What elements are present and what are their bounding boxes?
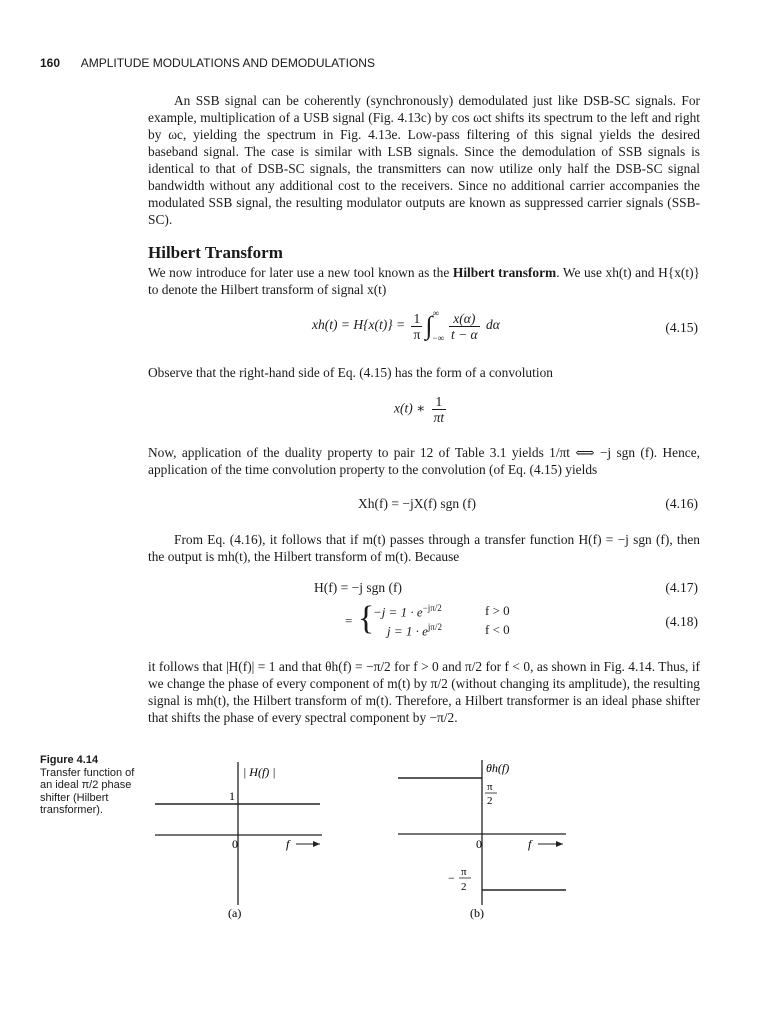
figure-caption-text: Transfer function of an ideal π/2 phase shifter (Hilbert transformer). <box>40 766 135 816</box>
integral-sign: ∫ <box>425 311 433 340</box>
eq418-row2-cond: f < 0 <box>485 622 510 637</box>
equation-convolution <box>394 394 449 425</box>
plot-a-arrow-head <box>313 841 320 847</box>
paragraph-ssb-demodulation: An SSB signal can be coherently (synchronously) demodulated just like DSB-SC signals. For example, multiplication of a USB signal (Fig. 4.13c) by cos ωct shifts its spectrum to the left and right by ωc, yielding the spectrum in Fig. 4.13e. Low-pass filtering of this signal yields the desired baseband signal. The case is similar with LSB signals. Since the demodulation of SSB signals is identical to that of DSB-SC signals, the transmitters can now utilize only half the DSB-SC signal bandwidth without any additional cost to the receivers. Since no additional carrier accompanies the modulated SSB signal, the resulting modulator outputs are known as suppressed carrier signals (SSB-SC). <box>148 93 700 227</box>
plot-b-pos-den: 2 <box>487 795 493 807</box>
plot-b-neg-sign: − <box>448 871 455 885</box>
hilbert-intro-b: . We use xh(t) and H{x(t)} to denote the Hilbert transform of signal x(t) <box>148 265 700 297</box>
eq415-integrand-num: x(α) <box>449 311 480 327</box>
equation-number-4-18: (4.18) <box>665 614 698 629</box>
figure-caption <box>40 754 140 817</box>
eq415-lhs: xh(t) = H{x(t)} = <box>312 317 409 333</box>
upper-limit: ∞ <box>432 308 439 318</box>
conv-frac <box>432 394 447 425</box>
running-title: AMPLITUDE MODULATIONS AND DEMODULATIONS <box>80 56 375 70</box>
plot-b-neg-num: π <box>461 866 467 878</box>
eq415-frac <box>411 311 422 342</box>
plot-a-sublabel: (a) <box>228 906 242 920</box>
plot-a-level-label: 1 <box>229 789 235 803</box>
eq418-brace: { <box>358 600 375 637</box>
equation-number-4-17: (4.17) <box>665 580 698 595</box>
page-number: 160 <box>40 56 61 70</box>
eq415-tail: dα <box>482 317 500 333</box>
paragraph-duality: Now, application of the duality property to pair 12 of Table 3.1 yields 1/πt ⟺ −j sgn (f). Hence, application of the time convolution property to the convolution (of Eq. (4.15) yields <box>148 445 700 477</box>
running-header <box>40 56 375 70</box>
conv-lhs: x(t) ∗ <box>394 400 429 416</box>
integral-limits <box>432 308 444 344</box>
lower-limit: −∞ <box>432 333 444 343</box>
hilbert-intro-a: We now introduce for later use a new tool known as the <box>148 265 453 280</box>
plot-b-origin: 0 <box>476 837 482 851</box>
equation-4-15 <box>312 308 500 344</box>
equation-4-17: H(f) = −j sgn (f) <box>314 580 402 595</box>
eq418-row2-text: j = 1 · e <box>387 623 428 639</box>
eq415-frac-den: π <box>413 326 421 342</box>
plot-a-origin: 0 <box>232 837 238 851</box>
eq415-integrand-den: t − α <box>450 326 478 342</box>
plot-b-neg-den: 2 <box>461 881 467 893</box>
paragraph-transfer-function: From Eq. (4.16), it follows that if m(t) passes through a transfer function H(f) = −j sgn (f), then the output is mh(t), the Hilbert transform of m(t). Because <box>148 532 700 564</box>
conv-den: πt <box>433 410 445 425</box>
plot-b-ylabel: θh(f) <box>486 761 510 775</box>
plot-b-phase <box>398 760 566 920</box>
plot-b-arrow-head <box>556 841 563 847</box>
hilbert-term: Hilbert transform <box>452 265 557 280</box>
eq415-frac-num: 1 <box>411 311 422 327</box>
paragraph-phase-shifter: it follows that |H(f)| = 1 and that θh(f) = −π/2 for f > 0 and π/2 for f < 0, as shown in Fig. 4.14. Thus, if we change the phase of every component of m(t) by π/2 (without changing its amplitude), the resulting signal is mh(t), the Hilbert transform of m(t). Therefore, a Hilbert transformer is an ideal phase shifter that shifts the phase of every spectral component by −π/2. <box>148 659 700 725</box>
conv-num: 1 <box>432 394 447 410</box>
plot-a-magnitude <box>155 762 322 920</box>
plot-b-pos-num: π <box>487 781 493 793</box>
paragraph-convolution: Observe that the right-hand side of Eq. (4.15) has the form of a convolution <box>148 365 553 380</box>
eq418-equals: = <box>345 613 353 628</box>
eq415-integrand <box>449 311 480 342</box>
paragraph-hilbert-intro <box>148 264 700 298</box>
eq418-row1-cond: f > 0 <box>485 603 510 618</box>
figure-label: Figure 4.14 <box>40 754 99 766</box>
eq418-row1-text: −j = 1 · e <box>373 604 423 620</box>
plot-a-xlabel: f <box>286 837 290 851</box>
eq418-row2 <box>387 622 442 639</box>
equation-number-4-15: (4.15) <box>665 320 698 335</box>
eq418-row1-exp: −jπ/2 <box>422 603 442 613</box>
equation-4-16: Xh(f) = −jX(f) sgn (f) <box>358 496 476 511</box>
equation-number-4-16: (4.16) <box>665 496 698 511</box>
section-heading: Hilbert Transform <box>148 243 283 262</box>
eq418-row2-exp: jπ/2 <box>427 622 442 632</box>
plot-b-xlabel: f <box>528 837 532 851</box>
plot-a-ylabel: | H(f) | <box>243 765 276 779</box>
plot-b-sublabel: (b) <box>470 906 484 920</box>
eq418-row1 <box>373 603 442 620</box>
